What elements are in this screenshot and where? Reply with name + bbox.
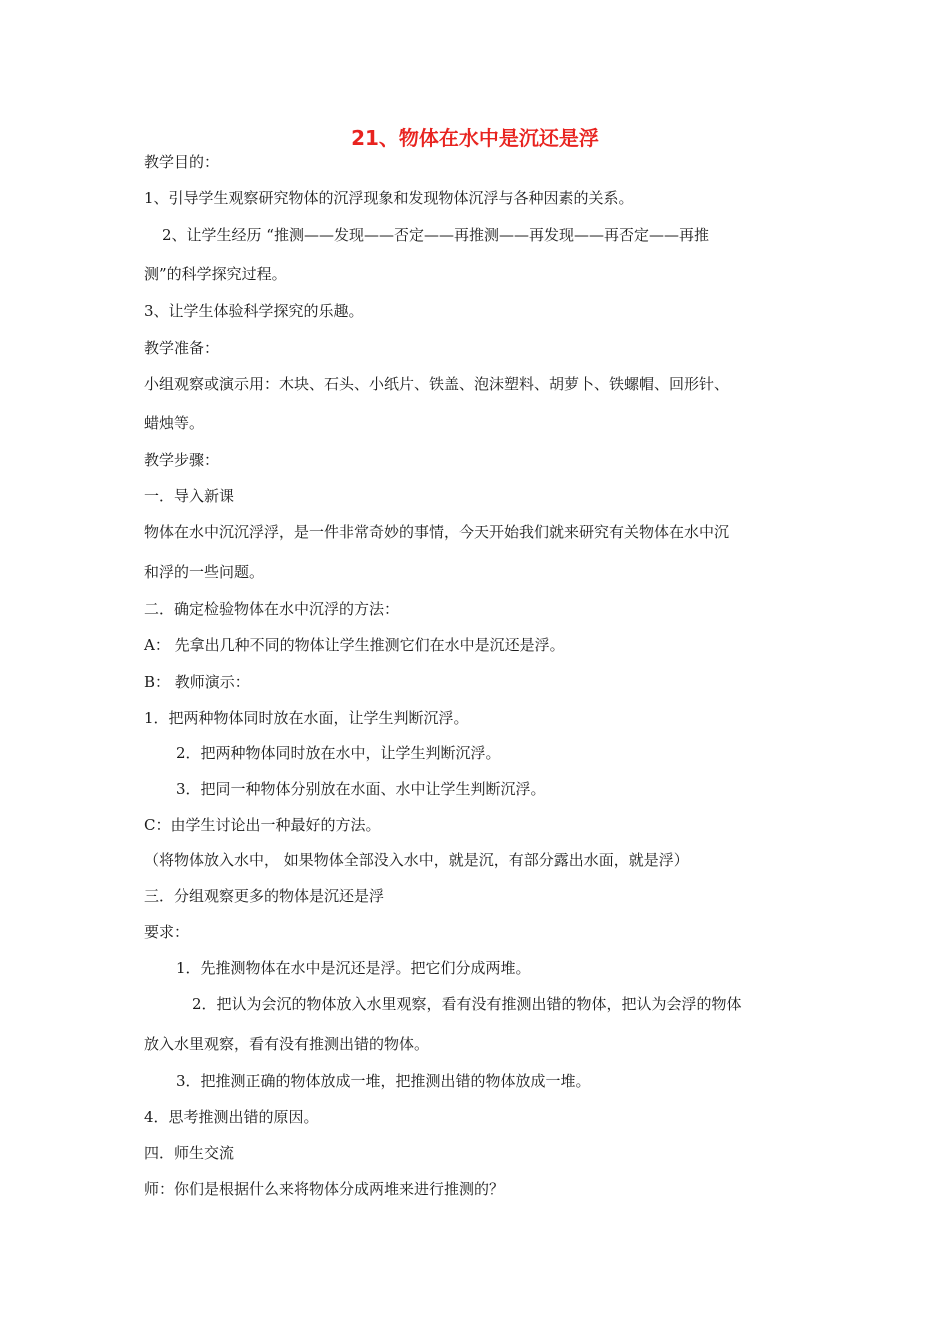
text-line: 测”的科学探究过程。	[144, 265, 287, 283]
text-line: 教学准备：	[144, 339, 220, 357]
text-line: 放入水里观察，看有没有推测出错的物体。	[144, 1035, 430, 1053]
text-line: 教学目的：	[144, 153, 220, 171]
text-line: 3．把同一种物体分别放在水面、水中让学生判断沉浮。	[176, 780, 546, 798]
text-line: 1、引导学生观察研究物体的沉浮现象和发现物体沉浮与各种因素的关系。	[144, 189, 634, 207]
text-line: 2．把两种物体同时放在水中，让学生判断沉浮。	[176, 744, 501, 762]
text-line: 四．师生交流	[144, 1144, 235, 1162]
text-line: 1．先推测物体在水中是沉还是浮。把它们分成两堆。	[176, 959, 531, 977]
text-line: 和浮的一些问题。	[144, 563, 265, 581]
text-line: B： 教师演示：	[144, 673, 250, 691]
text-line: 2．把认为会沉的物体放入水里观察，看有没有推测出错的物体，把认为会浮的物体	[192, 995, 742, 1013]
text-line: 蜡烛等。	[144, 414, 205, 432]
text-line: C：由学生讨论出一种最好的方法。	[144, 816, 381, 834]
text-line: A： 先拿出几种不同的物体让学生推测它们在水中是沉还是浮。	[144, 636, 565, 654]
text-line: 师：你们是根据什么来将物体分成两堆来进行推测的？	[144, 1180, 505, 1198]
text-line: 小组观察或演示用：木块、石头、小纸片、铁盖、泡沫塑料、胡萝卜、铁螺帽、回形针、	[144, 375, 730, 393]
text-line: 二．确定检验物体在水中沉浮的方法：	[144, 600, 400, 618]
text-line: 3、让学生体验科学探究的乐趣。	[144, 302, 364, 320]
document-title: 21、物体在水中是沉还是浮	[351, 126, 599, 150]
text-line: 4．思考推测出错的原因。	[144, 1108, 319, 1126]
text-line: 物体在水中沉沉浮浮，是一件非常奇妙的事情，今天开始我们就来研究有关物体在水中沉	[144, 523, 730, 541]
text-line: 三．分组观察更多的物体是沉还是浮	[144, 887, 385, 905]
text-line: 要求：	[144, 923, 190, 941]
text-line: 1．把两种物体同时放在水面，让学生判断沉浮。	[144, 709, 469, 727]
text-line: （将物体放入水中， 如果物体全部没入水中，就是沉，有部分露出水面，就是浮）	[144, 851, 689, 869]
text-line: 教学步骤：	[144, 451, 220, 469]
text-line: 3．把推测正确的物体放成一堆，把推测出错的物体放成一堆。	[176, 1072, 591, 1090]
text-line: 一．导入新课	[144, 487, 235, 505]
text-line: 2、让学生经历 “推测——发现——否定——再推测——再发现——再否定——再推	[162, 226, 709, 244]
